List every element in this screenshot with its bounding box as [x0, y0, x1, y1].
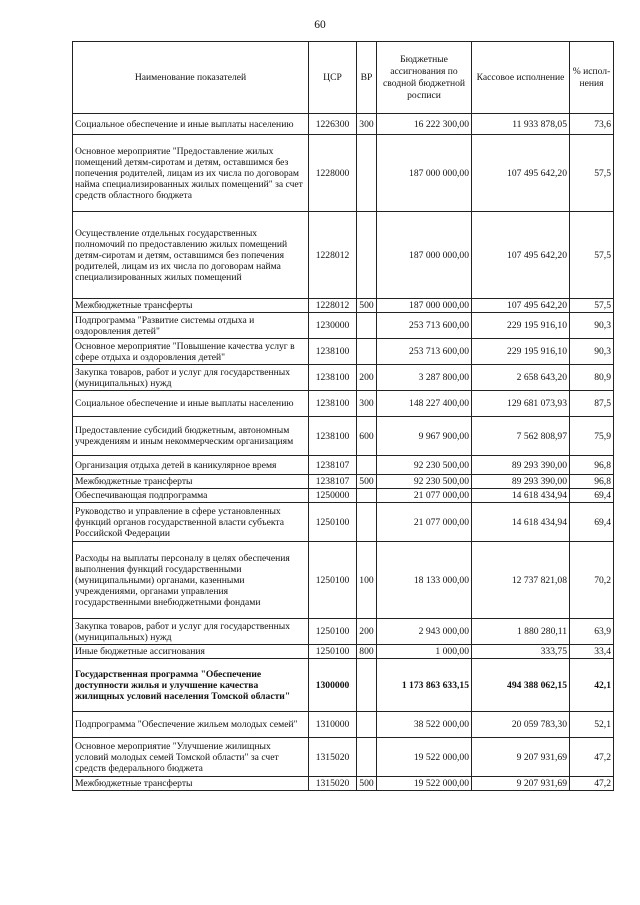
row-name-cell: Основное мероприятие "Улучшение жилищных условий молодых семей Томской области" за счет средств федерального бюджета [73, 738, 309, 777]
row-percent-cell: 57,5 [570, 212, 614, 299]
row-csr-cell: 1238100 [309, 417, 357, 456]
row-name-cell: Иные бюджетные ассигнования [73, 645, 309, 659]
row-csr-cell: 1315020 [309, 738, 357, 777]
row-execution-cell: 1 880 280,11 [472, 619, 570, 645]
table-row [73, 365, 614, 391]
row-vr-cell: 600 [357, 417, 377, 456]
row-percent-cell: 87,5 [570, 391, 614, 417]
header-name: Наименование показателей [73, 42, 309, 114]
row-name-cell: Осуществление отдельных государственных полномочий по предоставлению жилых помещений детям-сиротам и детям, оставшимся без попечения родителей, лицам из их числа по договорам найма специализированных жилых помещений [73, 212, 309, 299]
row-vr-cell: 500 [357, 475, 377, 489]
row-execution-cell: 14 618 434,94 [472, 489, 570, 503]
row-name-cell: Государственная программа "Обеспечение доступности жилья и улучшение качества жилищных условий населения Томской области" [73, 659, 309, 712]
row-name-cell: Социальное обеспечение и иные выплаты населению [73, 391, 309, 417]
row-allocations-cell: 148 227 400,00 [377, 391, 472, 417]
row-allocations-cell: 187 000 000,00 [377, 212, 472, 299]
row-name-cell: Социальное обеспечение и иные выплаты населению [73, 114, 309, 135]
row-csr-cell: 1250100 [309, 542, 357, 619]
table-row [73, 417, 614, 456]
row-vr-cell: 500 [357, 299, 377, 313]
row-allocations-cell: 92 230 500,00 [377, 475, 472, 489]
row-percent-cell: 52,1 [570, 712, 614, 738]
row-execution-cell: 107 495 642,20 [472, 212, 570, 299]
row-name-cell: Расходы на выплаты персоналу в целях обеспечения выполнения функций государственными (муниципальными) органами, казенными учреждениями, органами управления государственными внебюджетными фондами [73, 542, 309, 619]
row-csr-cell: 1228000 [309, 135, 357, 212]
row-vr-cell [357, 313, 377, 339]
row-execution-cell: 89 293 390,00 [472, 456, 570, 475]
row-name-cell: Закупка товаров, работ и услуг для государственных (муниципальных) нужд [73, 365, 309, 391]
row-execution-cell: 9 207 931,69 [472, 738, 570, 777]
row-csr-cell: 1315020 [309, 777, 357, 791]
row-name-cell: Подпрограмма "Обеспечение жильем молодых семей" [73, 712, 309, 738]
row-csr-cell: 1238100 [309, 365, 357, 391]
header-execution: Кассовое исполнение [472, 42, 570, 114]
row-vr-cell [357, 503, 377, 542]
row-percent-cell: 80,9 [570, 365, 614, 391]
row-allocations-cell: 3 287 800,00 [377, 365, 472, 391]
row-name-cell: Руководство и управление в сфере установленных функций органов государственной власти субъекта Российской Федерации [73, 503, 309, 542]
row-percent-cell: 57,5 [570, 299, 614, 313]
row-csr-cell: 1250100 [309, 503, 357, 542]
row-name-cell: Закупка товаров, работ и услуг для государственных (муниципальных) нужд [73, 619, 309, 645]
row-vr-cell: 800 [357, 645, 377, 659]
row-percent-cell: 73,6 [570, 114, 614, 135]
row-percent-cell: 47,2 [570, 777, 614, 791]
header-allocations: Бюджетные ассигнования по сводной бюджетной росписи [377, 42, 472, 114]
row-name-cell: Организация отдыха детей в каникулярное время [73, 456, 309, 475]
row-csr-cell: 1310000 [309, 712, 357, 738]
row-csr-cell: 1230000 [309, 313, 357, 339]
row-name-cell: Подпрограмма "Развитие системы отдыха и оздоровления детей" [73, 313, 309, 339]
row-allocations-cell: 187 000 000,00 [377, 135, 472, 212]
row-name-cell: Межбюджетные трансферты [73, 299, 309, 313]
row-vr-cell: 100 [357, 542, 377, 619]
row-execution-cell: 107 495 642,20 [472, 299, 570, 313]
row-name-cell: Основное мероприятие "Повышение качества услуг в сфере отдыха и оздоровления детей" [73, 339, 309, 365]
row-percent-cell: 90,3 [570, 339, 614, 365]
row-execution-cell: 89 293 390,00 [472, 475, 570, 489]
row-allocations-cell: 187 000 000,00 [377, 299, 472, 313]
header-percent: % испол-нения [570, 42, 614, 114]
row-csr-cell: 1250000 [309, 489, 357, 503]
row-vr-cell [357, 339, 377, 365]
row-execution-cell: 7 562 808,97 [472, 417, 570, 456]
row-name-cell: Предоставление субсидий бюджетным, автономным учреждениям и иным некоммерческим организациям [73, 417, 309, 456]
table-row [73, 299, 614, 313]
row-name-cell: Межбюджетные трансферты [73, 777, 309, 791]
row-execution-cell: 12 737 821,08 [472, 542, 570, 619]
row-vr-cell: 200 [357, 365, 377, 391]
row-percent-cell: 70,2 [570, 542, 614, 619]
table-row [73, 391, 614, 417]
row-csr-cell: 1238107 [309, 456, 357, 475]
table-row [73, 313, 614, 339]
row-csr-cell: 1238100 [309, 391, 357, 417]
row-percent-cell: 96,8 [570, 456, 614, 475]
row-allocations-cell: 1 173 863 633,15 [377, 659, 472, 712]
row-percent-cell: 42,1 [570, 659, 614, 712]
table-row [73, 475, 614, 489]
row-csr-cell: 1228012 [309, 299, 357, 313]
page-number: 60 [314, 19, 326, 31]
row-allocations-cell: 1 000,00 [377, 645, 472, 659]
row-vr-cell: 200 [357, 619, 377, 645]
row-execution-cell: 107 495 642,20 [472, 135, 570, 212]
row-allocations-cell: 2 943 000,00 [377, 619, 472, 645]
row-allocations-cell: 253 713 600,00 [377, 339, 472, 365]
row-execution-cell: 229 195 916,10 [472, 313, 570, 339]
table-row [73, 456, 614, 475]
row-allocations-cell: 92 230 500,00 [377, 456, 472, 475]
header-csr: ЦСР [309, 42, 357, 114]
row-vr-cell: 300 [357, 391, 377, 417]
table-row [73, 777, 614, 791]
row-percent-cell: 47,2 [570, 738, 614, 777]
table-row [73, 659, 614, 712]
row-name-cell: Основное мероприятие "Предоставление жилых помещений детям-сиротам и детям, оставшимся без попечения родителей, лицам из их числа по договорам найма специализированных жилых помещений" за счет средств областного бюджета [73, 135, 309, 212]
row-percent-cell: 57,5 [570, 135, 614, 212]
row-allocations-cell: 9 967 900,00 [377, 417, 472, 456]
row-allocations-cell: 38 522 000,00 [377, 712, 472, 738]
row-name-cell: Обеспечивающая подпрограмма [73, 489, 309, 503]
row-vr-cell [357, 659, 377, 712]
row-execution-cell: 494 388 062,15 [472, 659, 570, 712]
row-csr-cell: 1226300 [309, 114, 357, 135]
row-percent-cell: 69,4 [570, 489, 614, 503]
header-vr: ВР [357, 42, 377, 114]
row-csr-cell: 1228012 [309, 212, 357, 299]
row-percent-cell: 96,8 [570, 475, 614, 489]
row-vr-cell [357, 738, 377, 777]
row-vr-cell: 500 [357, 777, 377, 791]
row-allocations-cell: 21 077 000,00 [377, 503, 472, 542]
row-execution-cell: 14 618 434,94 [472, 503, 570, 542]
table-row [73, 212, 614, 299]
row-execution-cell: 9 207 931,69 [472, 777, 570, 791]
row-execution-cell: 20 059 783,30 [472, 712, 570, 738]
row-vr-cell [357, 212, 377, 299]
table-header-row [73, 42, 614, 114]
table-row [73, 114, 614, 135]
table-row [73, 645, 614, 659]
table-row [73, 489, 614, 503]
table-row [73, 339, 614, 365]
row-csr-cell: 1238100 [309, 339, 357, 365]
table-row [73, 738, 614, 777]
row-allocations-cell: 18 133 000,00 [377, 542, 472, 619]
row-allocations-cell: 19 522 000,00 [377, 738, 472, 777]
row-execution-cell: 2 658 643,20 [472, 365, 570, 391]
row-vr-cell [357, 712, 377, 738]
row-execution-cell: 333,75 [472, 645, 570, 659]
table-row [73, 135, 614, 212]
row-vr-cell [357, 489, 377, 503]
row-execution-cell: 129 681 073,93 [472, 391, 570, 417]
row-vr-cell [357, 135, 377, 212]
table-row [73, 503, 614, 542]
row-allocations-cell: 253 713 600,00 [377, 313, 472, 339]
row-execution-cell: 229 195 916,10 [472, 339, 570, 365]
table-row [73, 712, 614, 738]
budget-execution-table [72, 41, 614, 791]
row-csr-cell: 1238107 [309, 475, 357, 489]
row-vr-cell: 300 [357, 114, 377, 135]
row-allocations-cell: 19 522 000,00 [377, 777, 472, 791]
row-csr-cell: 1250100 [309, 619, 357, 645]
row-csr-cell: 1300000 [309, 659, 357, 712]
table-row [73, 619, 614, 645]
row-percent-cell: 75,9 [570, 417, 614, 456]
row-percent-cell: 90,3 [570, 313, 614, 339]
row-percent-cell: 33,4 [570, 645, 614, 659]
row-percent-cell: 63,9 [570, 619, 614, 645]
row-name-cell: Межбюджетные трансферты [73, 475, 309, 489]
row-vr-cell [357, 456, 377, 475]
row-execution-cell: 11 933 878,05 [472, 114, 570, 135]
row-allocations-cell: 21 077 000,00 [377, 489, 472, 503]
table-row [73, 542, 614, 619]
row-csr-cell: 1250100 [309, 645, 357, 659]
row-percent-cell: 69,4 [570, 503, 614, 542]
row-allocations-cell: 16 222 300,00 [377, 114, 472, 135]
